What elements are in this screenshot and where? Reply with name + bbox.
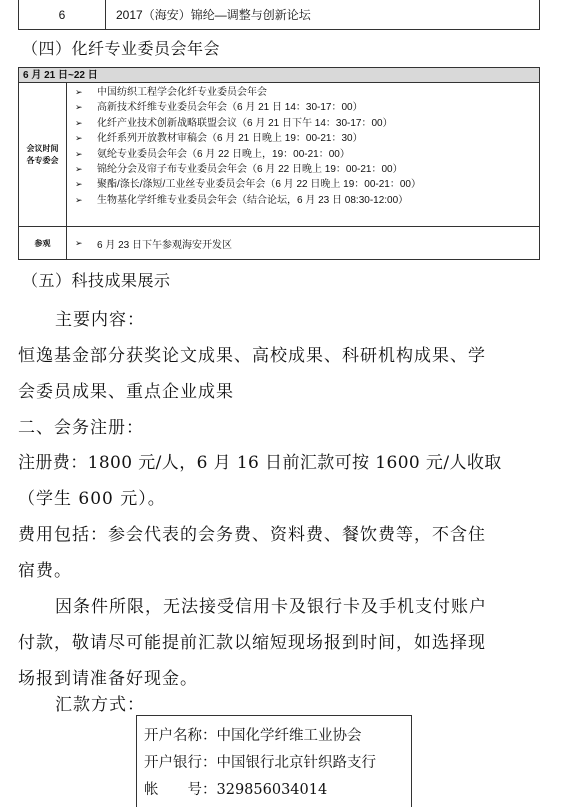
list-item-text: 高新技术纤维专业委员会年会（6 月 21 日 14：30-17：00）: [97, 102, 363, 114]
registration-title: 二、会务注册：: [18, 418, 144, 438]
row-text: 2017（海安）锦纶—调整与创新论坛: [116, 8, 311, 22]
list-item: [75, 193, 421, 208]
arrow-bullet-icon: ➢: [75, 163, 83, 174]
main-content-line-1: 恒逸基金部分获奖论文成果、高校成果、科研机构成果、学: [18, 346, 486, 366]
list-item: [75, 85, 421, 100]
visit-cell: [75, 227, 232, 259]
list-item-text: 化纤产业技术创新战略联盟会议（6 月 21 日下午 14：30-17：00）: [97, 117, 393, 129]
remit-label: 汇款方式：: [55, 695, 145, 715]
list-item: [75, 147, 421, 162]
section-4-title: （四）化纤专业委员会年会: [22, 39, 221, 58]
meeting-schedule-table: [18, 67, 540, 260]
list-item: [75, 116, 421, 131]
main-content-line-2: 会委员成果、重点企业成果: [18, 382, 234, 402]
list-item-text: 生物基化学纤维专业委员会年会（结合论坛，6 月 23 日 08:30-12:00）: [97, 194, 409, 206]
list-item: [75, 131, 421, 146]
left-label-cell: [19, 83, 67, 226]
list-item: [75, 177, 421, 192]
list-item-text: 锦纶分会及帘子布专业委员会年会（6 月 22 日晚上 19：00-21：00）: [97, 163, 403, 175]
list-item-text: 中国纺织工程学会化纤专业委员会年会: [97, 87, 267, 98]
notice-line-1: 因条件所限，无法接受信用卡及银行卡及手机支付账户: [55, 597, 487, 617]
row-number: 6: [19, 0, 106, 29]
fee-line-1: 注册费：1800 元/人，6 月 16 日前汇款可按 1600 元/人收取: [18, 453, 502, 473]
notice-line-3: 场报到请准备好现金。: [18, 669, 198, 689]
account-label: 帐 号：: [144, 782, 217, 798]
previous-table-row: [18, 0, 540, 30]
fee-line-2: （学生 600 元）。: [18, 489, 166, 509]
table-header-date: 6 月 21 日~22 日: [19, 68, 539, 83]
list-item-text: 聚酯/涤长/涤短/工业丝专业委员会年会（6 月 22 日晚上 19：00-21：00）: [97, 179, 421, 191]
visit-text: 6 月 23 日下午参观海安开发区: [97, 239, 233, 251]
list-item: [75, 100, 421, 115]
arrow-bullet-icon: ➢: [75, 117, 83, 128]
account-name-line: 开户名称：中国化学纤维工业协会: [144, 728, 362, 744]
arrow-bullet-icon: ➢: [75, 102, 83, 113]
include-line-1: 费用包括：参会代表的会务费、资料费、餐饮费等，不含住: [18, 525, 486, 545]
list-item-text: 氨纶专业委员会年会（6 月 22 日晚上，19：00-21：00）: [97, 148, 350, 160]
arrow-bullet-icon: ➢: [75, 133, 83, 144]
notice-line-2: 付款，敬请尽可能提前汇款以缩短现场报到时间，如选择现: [18, 633, 486, 653]
account-number-line: [144, 777, 411, 804]
meeting-items-list: [75, 85, 421, 208]
left-label-line-1: 会议时间: [26, 143, 59, 153]
list-item: [75, 162, 421, 177]
include-line-2: 宿费。: [18, 561, 72, 581]
arrow-bullet-icon: ➢: [75, 148, 83, 159]
left-label-line-2: 各专委会: [26, 155, 59, 165]
bank-info-box: [136, 715, 412, 807]
arrow-bullet-icon: ➢: [75, 87, 83, 97]
bank-name-line: 开户银行：中国银行北京针织路支行: [144, 755, 376, 771]
visit-label-cell: 参观: [19, 227, 67, 259]
list-item-text: 化纤系列开放教材审稿会（6 月 21 日晚上 19：00-21：30）: [97, 133, 363, 145]
arrow-bullet-icon: ➢: [75, 194, 83, 205]
main-content-label: 主要内容：: [55, 310, 145, 330]
section-5-title: （五）科技成果展示: [22, 271, 171, 290]
account-number: 329856034014: [216, 782, 328, 798]
arrow-bullet-icon: ➢: [75, 179, 83, 190]
arrow-bullet-icon: ➢: [75, 237, 83, 248]
